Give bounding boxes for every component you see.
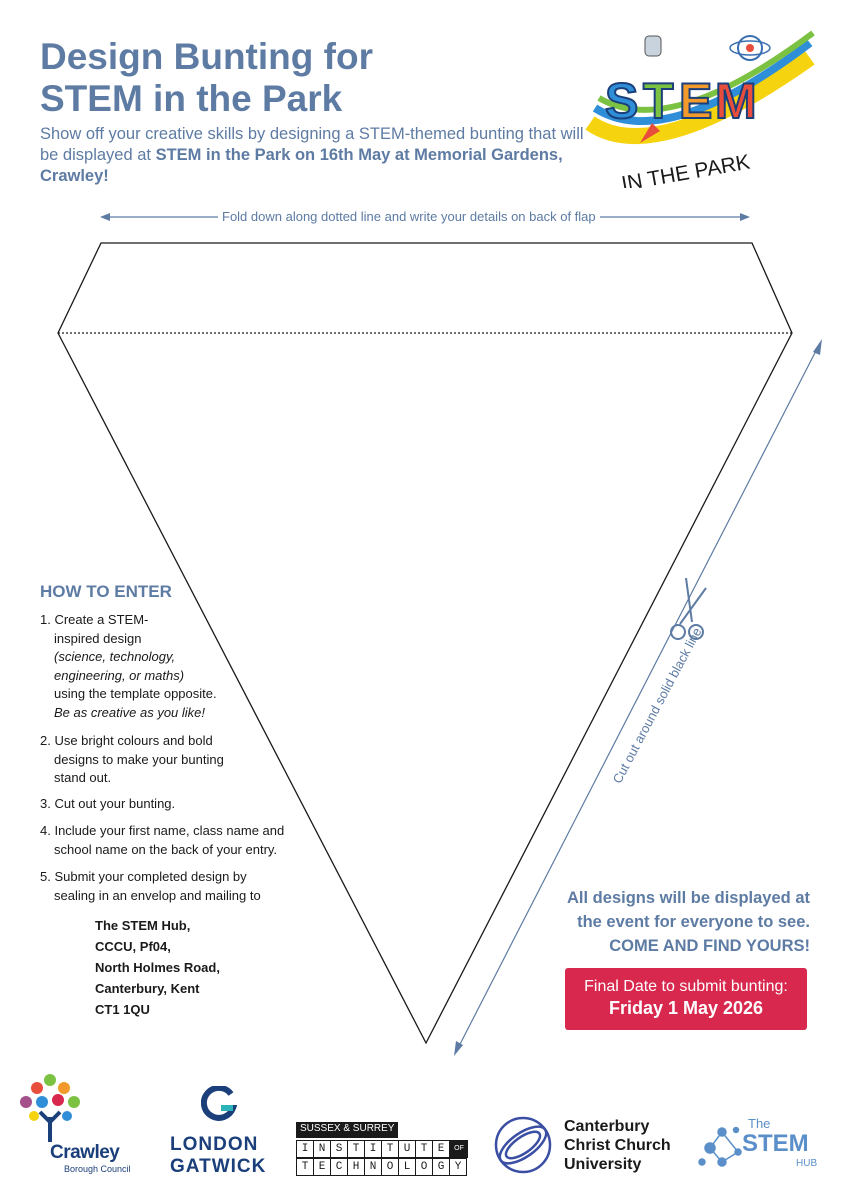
iot-letter: T bbox=[348, 1140, 365, 1158]
iot-letter: U bbox=[399, 1140, 416, 1158]
hub-the: The bbox=[748, 1116, 771, 1131]
crawley-name: Crawley bbox=[50, 1142, 120, 1163]
step-5 bbox=[40, 868, 261, 905]
cccu-logo bbox=[492, 1112, 692, 1182]
step-1-line-1: 1. Create a STEM- bbox=[40, 612, 149, 627]
hub-stem: STEM bbox=[742, 1130, 809, 1157]
intro-plain: Show off your creative skills by designing a STEM-themed bunting that will be displayed at bbox=[40, 125, 584, 164]
step-5-line-1: 5. Submit your completed design by bbox=[40, 869, 247, 884]
step-1 bbox=[40, 611, 217, 722]
crawley-tree-icon bbox=[12, 1072, 92, 1142]
molecule-icon bbox=[696, 1122, 748, 1174]
address-line: The STEM Hub, bbox=[95, 918, 191, 933]
cut-instruction: Cut out around solid black line bbox=[609, 625, 705, 786]
crawley-logo bbox=[12, 1072, 152, 1182]
gatwick-line-1: LONDON bbox=[170, 1134, 259, 1155]
stem-letter-t: T bbox=[643, 73, 674, 129]
iot-letter: O bbox=[416, 1158, 433, 1176]
how-to-enter-heading: HOW TO ENTER bbox=[40, 582, 172, 601]
stem-letter-e: E bbox=[679, 73, 713, 129]
london-gatwick-logo bbox=[168, 1086, 278, 1181]
cccu-line-1: Canterbury bbox=[564, 1118, 650, 1135]
gatwick-g-icon bbox=[201, 1086, 237, 1124]
step-1-line-2: inspired design bbox=[54, 630, 142, 646]
iot-row-2 bbox=[296, 1158, 467, 1176]
step-4 bbox=[40, 822, 284, 859]
iot-top: SUSSEX & SURREY bbox=[296, 1122, 398, 1138]
iot-letter: O bbox=[382, 1158, 399, 1176]
iot-letter: E bbox=[314, 1158, 331, 1176]
iot-row-1 bbox=[296, 1140, 468, 1158]
iot-letter: I bbox=[365, 1140, 382, 1158]
hub-hub: HUB bbox=[796, 1158, 818, 1169]
intro-bold: STEM in the Park on 16th May at Memorial Gardens, Crawley! bbox=[40, 146, 563, 185]
iot-letter: E bbox=[433, 1140, 450, 1158]
step-4-line-1: 4. Include your first name, class name and bbox=[40, 823, 285, 838]
cccu-line-3: University bbox=[564, 1156, 642, 1173]
gatwick-line-2: GATWICK bbox=[170, 1156, 267, 1177]
step-1-line-5: using the template opposite. bbox=[54, 686, 217, 701]
stem-logo-subtitle: IN THE PARK bbox=[619, 150, 752, 188]
iot-letter: H bbox=[348, 1158, 365, 1176]
display-note-line-3: COME AND FIND YOURS! bbox=[609, 937, 810, 955]
display-note bbox=[520, 886, 810, 958]
step-5-line-2: sealing in an envelop and mailing to bbox=[54, 887, 261, 903]
step-2-line-1: 2. Use bright colours and bold bbox=[40, 733, 213, 748]
iot-letter: N bbox=[314, 1140, 331, 1158]
deadline-date: Friday 1 May 2026 bbox=[608, 998, 764, 1018]
title-line-2: STEM in the Park bbox=[40, 78, 343, 119]
step-1-line-6: Be as creative as you like! bbox=[54, 704, 206, 720]
step-4-line-2: school name on the back of your entry. bbox=[54, 841, 278, 857]
step-3-line-1: 3. Cut out your bunting. bbox=[40, 796, 176, 811]
stem-hub-logo bbox=[696, 1114, 836, 1182]
deadline-box bbox=[565, 968, 807, 1030]
display-note-line-2: the event for everyone to see. bbox=[577, 913, 810, 931]
address-line: North Holmes Road, bbox=[95, 960, 220, 975]
crawley-sub: Borough Council bbox=[64, 1164, 131, 1174]
iot-logo bbox=[296, 1122, 474, 1178]
iot-letter: N bbox=[365, 1158, 382, 1176]
iot-letter: C bbox=[331, 1158, 348, 1176]
step-3 bbox=[40, 795, 175, 814]
iot-letter: T bbox=[296, 1158, 314, 1176]
iot-of: OF bbox=[450, 1140, 468, 1158]
iot-letter: T bbox=[382, 1140, 399, 1158]
address-line: Canterbury, Kent bbox=[95, 981, 200, 996]
step-2-line-3: stand out. bbox=[54, 770, 112, 785]
iot-letter: Y bbox=[450, 1158, 467, 1176]
step-1-line-3: (science, technology, bbox=[54, 649, 176, 664]
deadline-label: Final Date to submit bunting: bbox=[584, 978, 788, 995]
mailing-address bbox=[95, 915, 220, 1020]
iot-letter: I bbox=[296, 1140, 314, 1158]
fold-instruction: Fold down along dotted line and write your details on back of flap bbox=[218, 209, 600, 224]
stem-letter-s: S bbox=[605, 73, 639, 129]
address-line: CT1 1QU bbox=[95, 1002, 150, 1017]
step-2 bbox=[40, 732, 224, 788]
step-2-line-2: designs to make your bunting bbox=[54, 751, 224, 767]
iot-letter: T bbox=[416, 1140, 433, 1158]
step-1-line-4: engineering, or maths) bbox=[54, 667, 185, 683]
stem-letter-m: M bbox=[715, 73, 757, 129]
display-note-line-1: All designs will be displayed at bbox=[567, 889, 810, 907]
iot-letter: L bbox=[399, 1158, 416, 1176]
address-line: CCCU, Pf04, bbox=[95, 939, 171, 954]
iot-letter: S bbox=[331, 1140, 348, 1158]
cccu-globe-icon bbox=[492, 1114, 554, 1176]
cccu-line-2: Christ Church bbox=[564, 1137, 671, 1154]
title-line-1: Design Bunting for bbox=[40, 36, 373, 77]
iot-letter: G bbox=[433, 1158, 450, 1176]
